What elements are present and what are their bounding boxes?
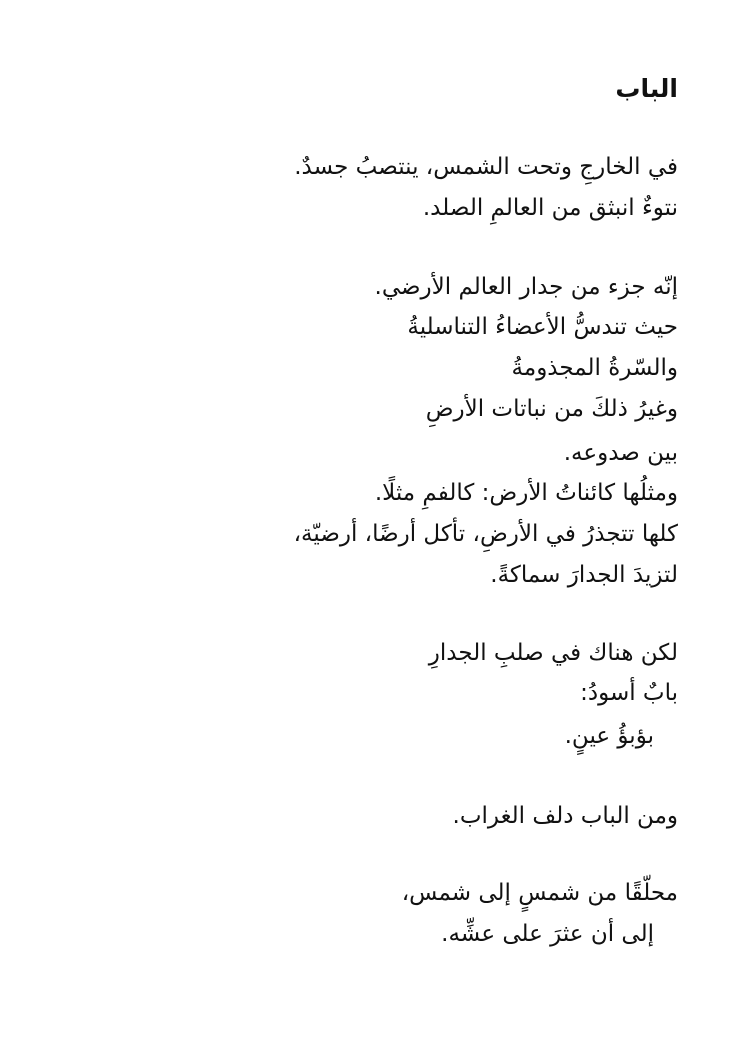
- poem-line: بؤبؤُ عينٍ.: [564, 723, 654, 749]
- poem-line: لكن هناك في صلبِ الجدارِ: [428, 640, 678, 666]
- poem-line: بين صدوعه.: [563, 440, 678, 466]
- poem-title: الباب: [615, 74, 678, 103]
- poem-line: حيث تندسُّ الأعضاءُ التناسليةُ: [407, 314, 678, 340]
- poem-line: إلى أن عثرَ على عشِّه.: [441, 921, 654, 947]
- poem-line: إنّه جزء من جدار العالم الأرضي.: [374, 274, 678, 300]
- poem-line: كلها تتجذرُ في الأرضِ، تأكل أرضًا، أرضيّة،: [293, 521, 678, 547]
- poem-line: والسّرةُ المجذومةُ: [511, 355, 678, 381]
- poem-line: وغيرُ ذلكَ من نباتات الأرضِ: [425, 396, 678, 422]
- poem-line: محلّقًا من شمسٍ إلى شمس،: [401, 880, 678, 906]
- poem-line: لتزيدَ الجدارَ سماكةً.: [490, 562, 678, 588]
- poem-line: ومن الباب دلف الغراب.: [452, 803, 678, 829]
- poem-line: نتوءٌ انبثق من العالمِ الصلد.: [422, 195, 678, 221]
- poem-line: ومثلُها كائناتُ الأرض: كالفمِ مثلًا.: [374, 480, 678, 506]
- poem-line: في الخارجِ وتحت الشمس، ينتصبُ جسدٌ.: [294, 154, 678, 180]
- poem-line: بابٌ أسودُ:: [580, 680, 678, 706]
